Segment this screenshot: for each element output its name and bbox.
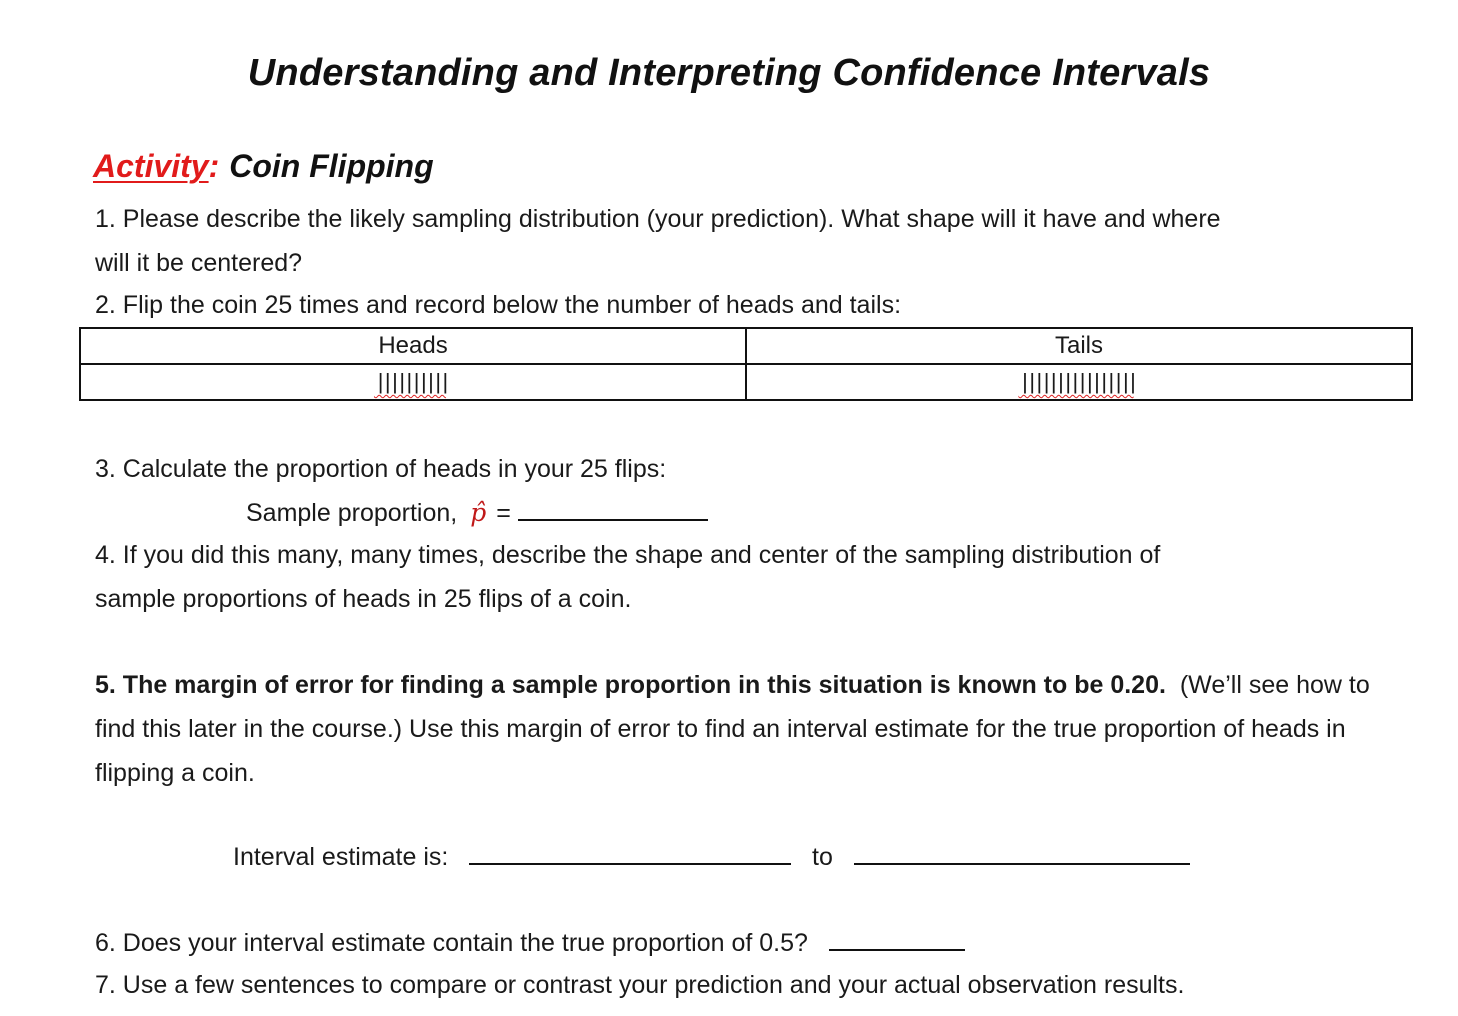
tails-tally-cell[interactable] — [746, 364, 1412, 400]
tally-table — [79, 327, 1413, 401]
heads-header: Heads — [80, 328, 746, 364]
question-2: 2. Flip the coin 25 times and record below the number of heads and tails: — [95, 291, 902, 319]
activity-label: Activity — [93, 148, 209, 184]
question-4-line-2: sample proportions of heads in 25 flips of a coin. — [95, 585, 632, 613]
question-1-line-2: will it be centered? — [95, 249, 303, 277]
question-1-line-1: 1. Please describe the likely sampling distribution (your prediction). What shape will it have and where — [95, 205, 1221, 233]
interval-row — [233, 835, 1190, 879]
interval-lower-blank[interactable] — [469, 843, 791, 865]
question-7: 7. Use a few sentences to compare or contrast your prediction and your actual observation results. — [95, 971, 1185, 999]
question-5-bold: 5. The margin of error for finding a sample proportion in this situation is known to be 0.20. — [95, 671, 1166, 699]
interval-to: to — [812, 843, 833, 871]
question-5-text: (We’ll see how to find this later in the course.) Use this margin of error to find an interval estimate for the true proportion of heads in flipping a coin. — [95, 671, 1370, 787]
sample-proportion-blank[interactable] — [518, 499, 708, 521]
question-4-line-1: 4. If you did this many, many times, describe the shape and center of the sampling distribution of — [95, 541, 1161, 569]
equals-sign: = — [496, 499, 511, 527]
tally-header-row — [80, 328, 1412, 364]
activity-name: Coin Flipping — [229, 148, 434, 184]
interval-upper-blank[interactable] — [854, 843, 1190, 865]
sample-proportion-label: Sample proportion, — [246, 499, 458, 527]
p-hat-symbol: p̂ — [470, 498, 487, 527]
question-5 — [95, 663, 1415, 795]
activity-colon: : — [208, 148, 220, 184]
question-3: 3. Calculate the proportion of heads in your 25 flips: — [95, 455, 667, 483]
question-6: 6. Does your interval estimate contain the true proportion of 0.5? — [95, 929, 808, 957]
tails-header: Tails — [746, 328, 1412, 364]
question-6-blank[interactable] — [829, 929, 965, 951]
heads-tally-cell[interactable] — [80, 364, 746, 400]
page-title: Understanding and Interpreting Confidence Intervals — [247, 52, 1211, 94]
tally-row — [80, 364, 1412, 400]
question-6-row — [95, 921, 965, 965]
heads-tally: |||||||||| — [373, 371, 447, 396]
sample-proportion-row — [246, 491, 708, 535]
tails-tally: |||||||||||||||| — [1018, 371, 1134, 396]
activity-heading — [93, 148, 434, 185]
interval-label: Interval estimate is: — [233, 843, 449, 871]
